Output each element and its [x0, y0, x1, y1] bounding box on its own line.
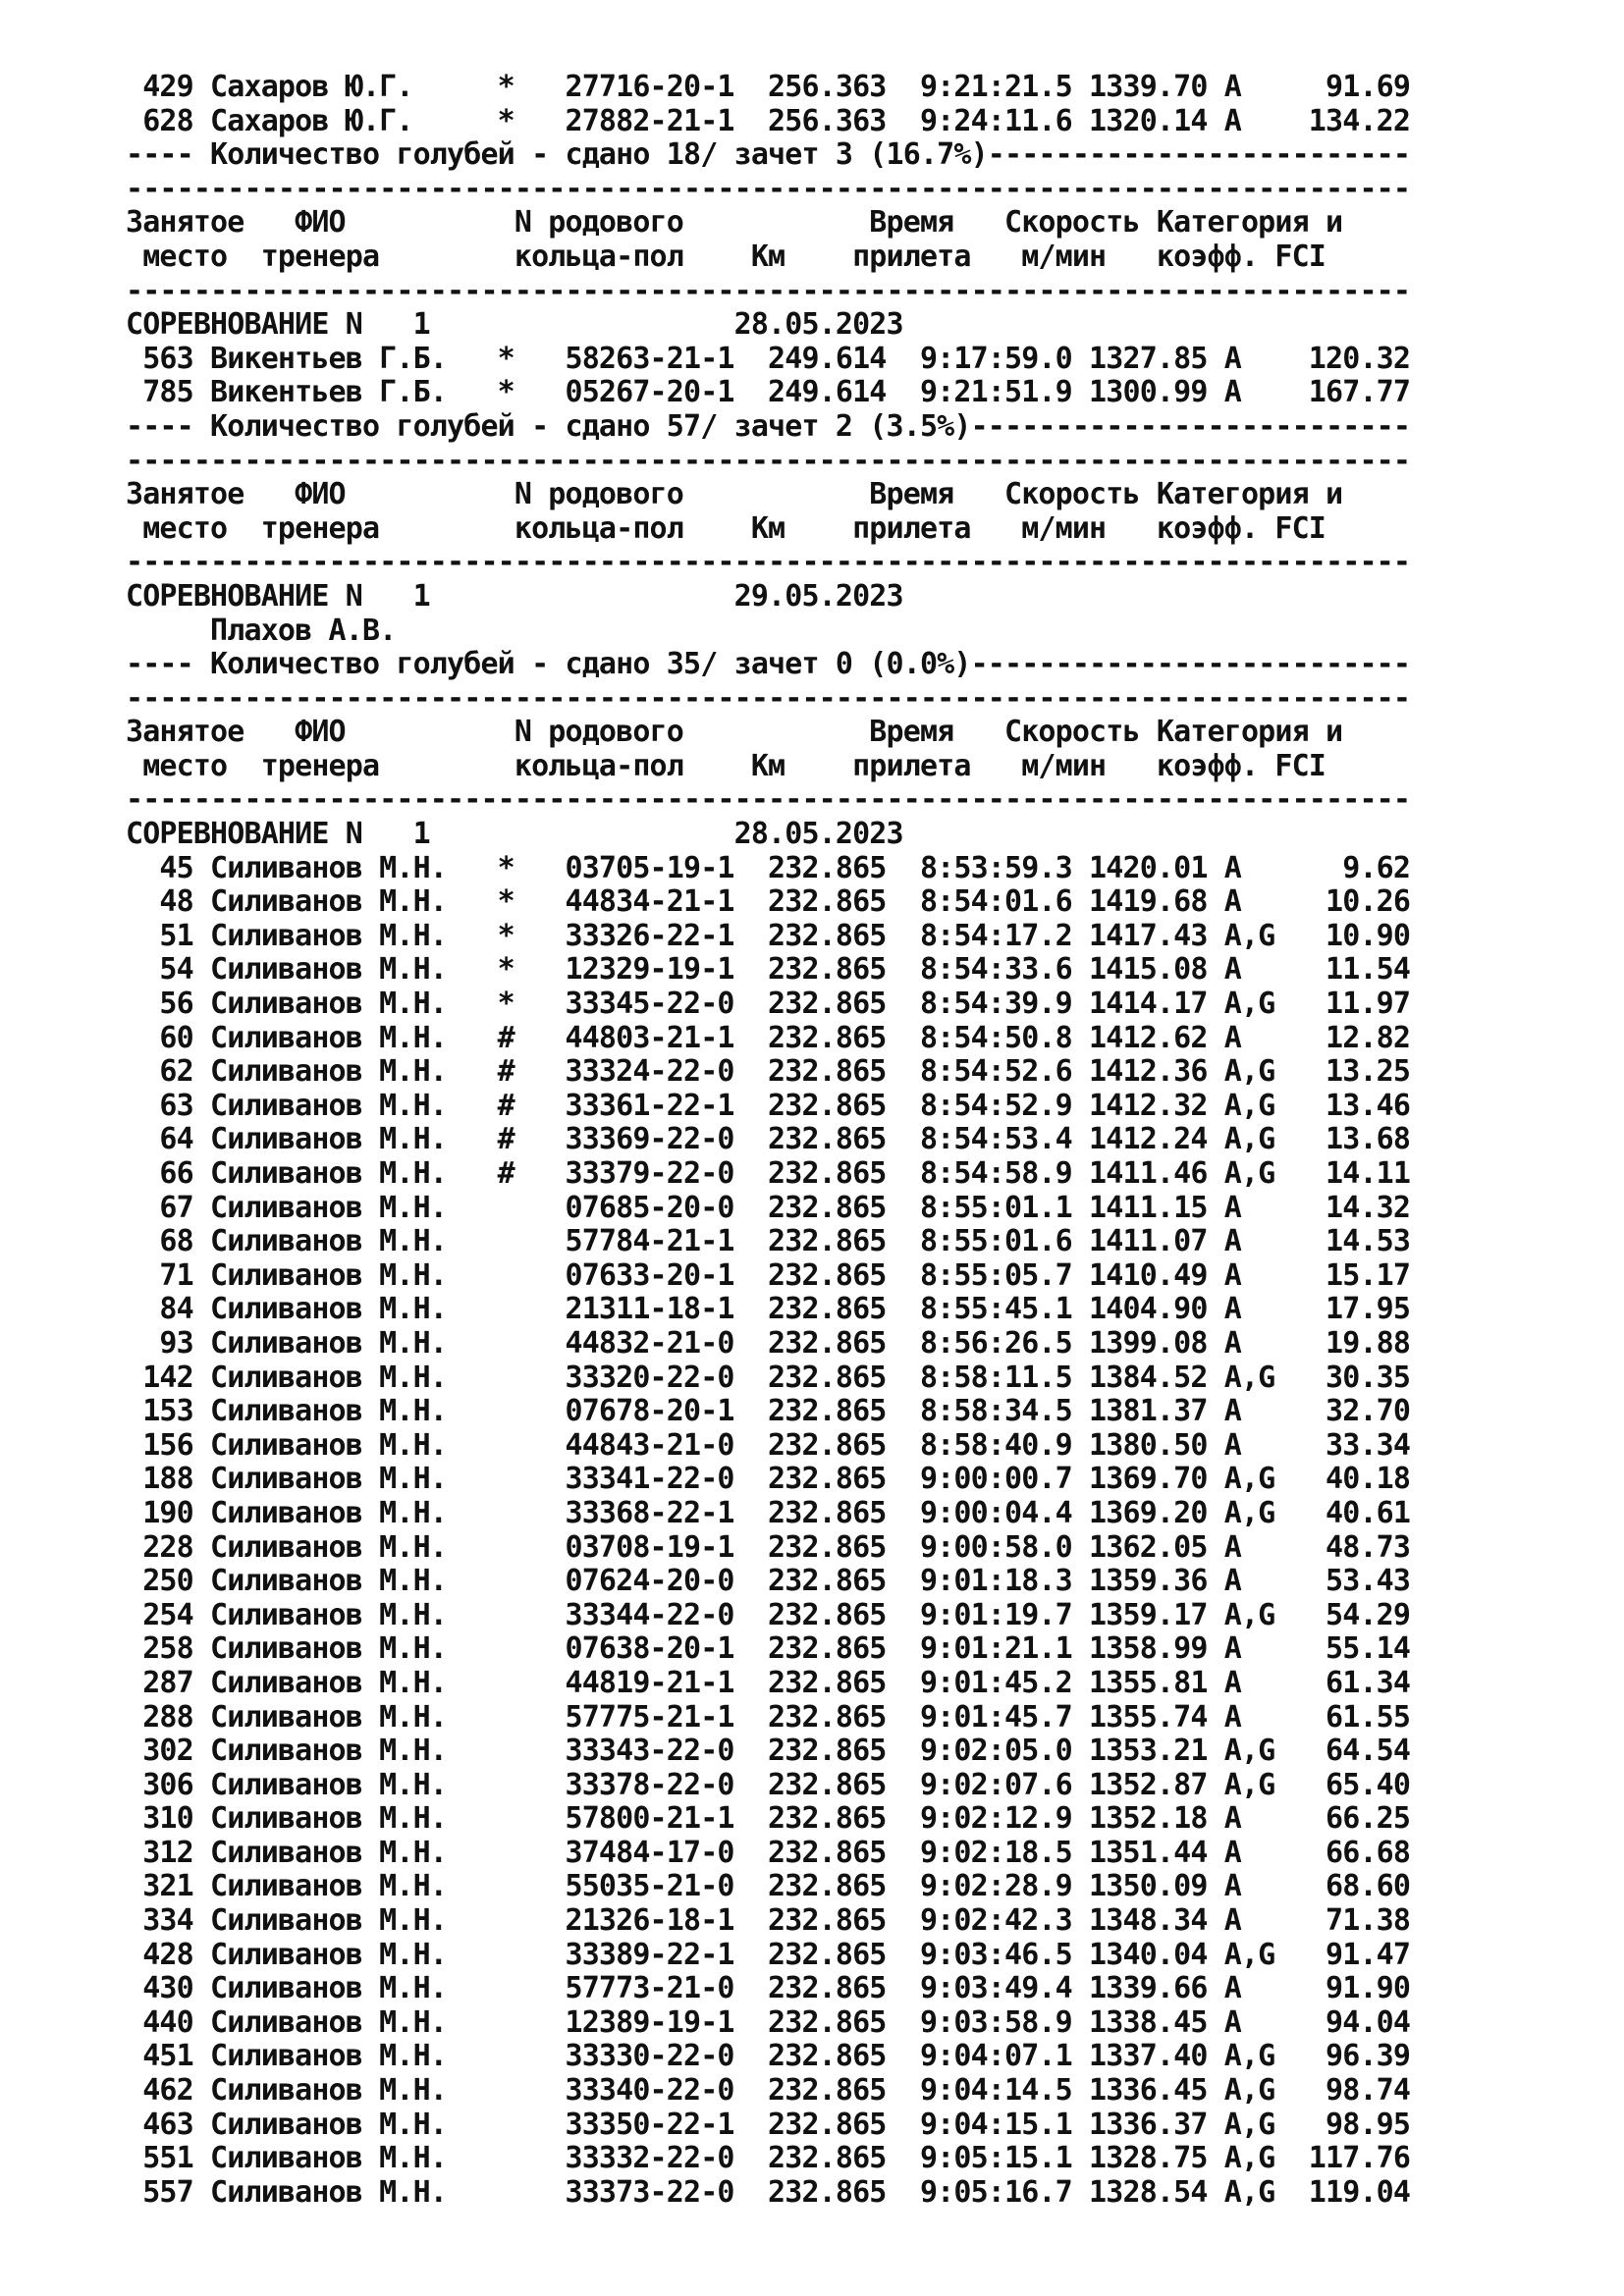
- result-row: 306 Силиванов М.Н. 33378-22-0 232.865 9:02:07.6 1352.87 A,G 65.40: [126, 1767, 1411, 1802]
- result-row: 64 Силиванов М.Н. # 33369-22-0 232.865 8:54:53.4 1412.24 A,G 13.68: [126, 1122, 1411, 1157]
- result-row: 66 Силиванов М.Н. # 33379-22-0 232.865 8:54:58.9 1411.46 A,G 14.11: [126, 1156, 1411, 1191]
- result-row: 93 Силиванов М.Н. 44832-21-0 232.865 8:56:26.5 1399.08 A 19.88: [126, 1325, 1411, 1361]
- result-row: 67 Силиванов М.Н. 07685-20-0 232.865 8:55:01.1 1411.15 A 14.32: [126, 1190, 1411, 1225]
- summary-line: ---- Количество голубей - сдано 35/ зачет 0 (0.0%)--------------------------: [126, 647, 1411, 682]
- result-row: 287 Силиванов М.Н. 44819-21-1 232.865 9:01:45.2 1355.81 A 61.34: [126, 1665, 1411, 1700]
- column-header-line-1: Занятое ФИО N родового Время Скорость Категория и: [126, 715, 1343, 750]
- result-row: 188 Силиванов М.Н. 33341-22-0 232.865 9:00:00.7 1369.70 A,G 40.18: [126, 1462, 1411, 1497]
- separator-line: ----------------------------------------------------------------------------: [126, 171, 1411, 206]
- result-row: 153 Силиванов М.Н. 07678-20-1 232.865 8:58:34.5 1381.37 A 32.70: [126, 1394, 1411, 1429]
- column-header-line-1: Занятое ФИО N родового Время Скорость Категория и: [126, 205, 1343, 240]
- result-row: 56 Силиванов М.Н. * 33345-22-0 232.865 8:54:39.9 1414.17 A,G 11.97: [126, 987, 1411, 1022]
- result-row: 321 Силиванов М.Н. 55035-21-0 232.865 9:02:28.9 1350.09 A 68.60: [126, 1869, 1411, 1904]
- result-row: 785 Викентьев Г.Б. * 05267-20-1 249.614 9:21:51.9 1300.99 A 167.77: [126, 375, 1411, 410]
- separator-line: ----------------------------------------------------------------------------: [126, 545, 1411, 580]
- result-row: 302 Силиванов М.Н. 33343-22-0 232.865 9:02:05.0 1353.21 A,G 64.54: [126, 1734, 1411, 1769]
- result-row: 310 Силиванов М.Н. 57800-21-1 232.865 9:02:12.9 1352.18 A 66.25: [126, 1801, 1411, 1837]
- result-row: 51 Силиванов М.Н. * 33326-22-1 232.865 8:54:17.2 1417.43 A,G 10.90: [126, 918, 1411, 953]
- result-row: 551 Силиванов М.Н. 33332-22-0 232.865 9:05:15.1 1328.75 A,G 117.76: [126, 2141, 1411, 2176]
- result-row: 68 Силиванов М.Н. 57784-21-1 232.865 8:55:01.6 1411.07 A 14.53: [126, 1224, 1411, 1259]
- summary-line: ---- Количество голубей - сдано 57/ зачет 2 (3.5%)--------------------------: [126, 408, 1411, 444]
- result-row: 440 Силиванов М.Н. 12389-19-1 232.865 9:03:58.9 1338.45 A 94.04: [126, 2004, 1411, 2040]
- column-header-line-2: место тренера кольца-пол Км прилета м/мин коэфф. FCI: [126, 239, 1326, 274]
- result-row: 557 Силиванов М.Н. 33373-22-0 232.865 9:05:16.7 1328.54 A,G 119.04: [126, 2174, 1411, 2210]
- result-row: 462 Силиванов М.Н. 33340-22-0 232.865 9:04:14.5 1336.45 A,G 98.74: [126, 2073, 1411, 2109]
- results-document: [126, 71, 1410, 2210]
- result-row: 71 Силиванов М.Н. 07633-20-1 232.865 8:55:05.7 1410.49 A 15.17: [126, 1257, 1411, 1293]
- result-row: 63 Силиванов М.Н. # 33361-22-1 232.865 8:54:52.9 1412.32 A,G 13.46: [126, 1088, 1411, 1123]
- competition-heading: СОРЕВНОВАНИЕ N 1 28.05.2023: [126, 817, 903, 852]
- result-row: 250 Силиванов М.Н. 07624-20-0 232.865 9:01:18.3 1359.36 A 53.43: [126, 1564, 1411, 1599]
- result-row: 288 Силиванов М.Н. 57775-21-1 232.865 9:01:45.7 1355.74 A 61.55: [126, 1699, 1411, 1735]
- result-row: 258 Силиванов М.Н. 07638-20-1 232.865 9:01:21.1 1358.99 A 55.14: [126, 1631, 1411, 1667]
- trainer-name: Плахов А.В.: [126, 613, 397, 648]
- separator-line: ----------------------------------------------------------------------------: [126, 443, 1411, 478]
- result-row: 334 Силиванов М.Н. 21326-18-1 232.865 9:02:42.3 1348.34 A 71.38: [126, 1903, 1411, 1939]
- result-row: 62 Силиванов М.Н. # 33324-22-0 232.865 8:54:52.6 1412.36 A,G 13.25: [126, 1054, 1411, 1090]
- separator-line: ----------------------------------------------------------------------------: [126, 782, 1411, 818]
- result-row: 60 Силиванов М.Н. # 44803-21-1 232.865 8:54:50.8 1412.62 A 12.82: [126, 1020, 1411, 1055]
- column-header-line-1: Занятое ФИО N родового Время Скорость Категория и: [126, 477, 1343, 512]
- result-row: 451 Силиванов М.Н. 33330-22-0 232.865 9:04:07.1 1337.40 A,G 96.39: [126, 2039, 1411, 2074]
- result-row: 430 Силиванов М.Н. 57773-21-0 232.865 9:03:49.4 1339.66 A 91.90: [126, 1971, 1411, 2006]
- result-row: 429 Сахаров Ю.Г. * 27716-20-1 256.363 9:21:21.5 1339.70 A 91.69: [126, 70, 1411, 104]
- result-row: 254 Силиванов М.Н. 33344-22-0 232.865 9:01:19.7 1359.17 A,G 54.29: [126, 1597, 1411, 1632]
- result-row: 142 Силиванов М.Н. 33320-22-0 232.865 8:58:11.5 1384.52 A,G 30.35: [126, 1360, 1411, 1395]
- result-row: 312 Силиванов М.Н. 37484-17-0 232.865 9:02:18.5 1351.44 A 66.68: [126, 1835, 1411, 1870]
- competition-heading: СОРЕВНОВАНИЕ N 1 29.05.2023: [126, 578, 903, 614]
- result-row: 48 Силиванов М.Н. * 44834-21-1 232.865 8:54:01.6 1419.68 A 10.26: [126, 884, 1411, 920]
- result-row: 563 Викентьев Г.Б. * 58263-21-1 249.614 9:17:59.0 1327.85 A 120.32: [126, 341, 1411, 376]
- column-header-line-2: место тренера кольца-пол Км прилета м/мин коэфф. FCI: [126, 510, 1326, 546]
- result-row: 463 Силиванов М.Н. 33350-22-1 232.865 9:04:15.1 1336.37 A,G 98.95: [126, 2107, 1411, 2142]
- result-row: 628 Сахаров Ю.Г. * 27882-21-1 256.363 9:24:11.6 1320.14 A 134.22: [126, 103, 1411, 138]
- result-row: 428 Силиванов М.Н. 33389-22-1 232.865 9:03:46.5 1340.04 A,G 91.47: [126, 1937, 1411, 1972]
- separator-line: ----------------------------------------------------------------------------: [126, 273, 1411, 308]
- result-row: 228 Силиванов М.Н. 03708-19-1 232.865 9:00:58.0 1362.05 A 48.73: [126, 1529, 1411, 1565]
- result-row: 190 Силиванов М.Н. 33368-22-1 232.865 9:00:04.4 1369.20 A,G 40.61: [126, 1495, 1411, 1530]
- result-row: 45 Силиванов М.Н. * 03705-19-1 232.865 8:53:59.3 1420.01 A 9.62: [126, 850, 1411, 885]
- column-header-line-2: место тренера кольца-пол Км прилета м/мин коэфф. FCI: [126, 748, 1326, 783]
- competition-heading: СОРЕВНОВАНИЕ N 1 28.05.2023: [126, 307, 903, 343]
- result-row: 156 Силиванов М.Н. 44843-21-0 232.865 8:58:40.9 1380.50 A 33.34: [126, 1427, 1411, 1463]
- result-row: 84 Силиванов М.Н. 21311-18-1 232.865 8:55:45.1 1404.90 A 17.95: [126, 1292, 1411, 1327]
- result-row: 54 Силиванов М.Н. * 12329-19-1 232.865 8:54:33.6 1415.08 A 11.54: [126, 952, 1411, 988]
- summary-line: ---- Количество голубей - сдано 18/ зачет 3 (16.7%)-------------------------: [126, 137, 1411, 173]
- separator-line: ----------------------------------------------------------------------------: [126, 680, 1411, 716]
